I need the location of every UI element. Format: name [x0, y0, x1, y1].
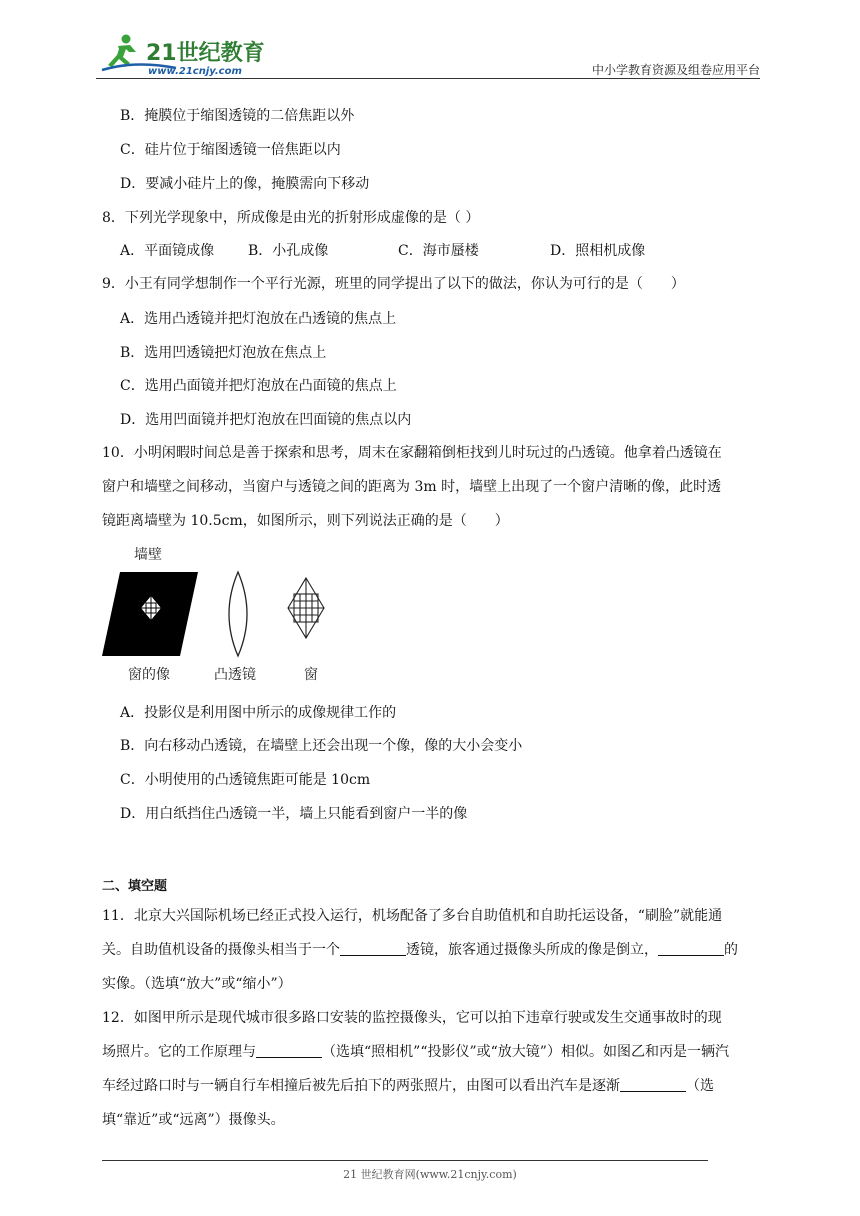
q7-option-c: C．硅片位于缩图透镜一倍焦距以内 [120, 142, 341, 158]
section-title-fill-in: 二、填空题 [102, 879, 168, 894]
page-header [96, 30, 760, 80]
page-footer: 21 世纪教育网(www.21cnjy.com) [343, 1168, 517, 1181]
header-divider [96, 78, 760, 79]
q8-stem: 8．下列光学现象中，所成像是由光的折射形成虚像的是（ ） [102, 210, 480, 226]
q12-line4: 填“靠近”或“远离”）摄像头。 [102, 1112, 285, 1128]
q9-option-b: B．选用凹透镜把灯泡放在焦点上 [120, 345, 327, 361]
q11-line2-part-a: 关。自助值机设备的摄像头相当于一个 [102, 942, 340, 958]
q12-blank-2[interactable] [620, 1077, 686, 1092]
q9-option-c: C．选用凸面镜并把灯泡放在凸面镜的焦点上 [120, 378, 397, 394]
q12-blank-1[interactable] [256, 1043, 322, 1058]
q8-option-a: A．平面镜成像 [120, 243, 215, 259]
q11-line2-part-c: 的 [724, 942, 738, 958]
q11-blank-2[interactable] [658, 941, 724, 956]
q10-stem-line1: 10．小明闲暇时间总是善于探索和思考，周末在家翻箱倒柜找到儿时玩过的凸透镜。他拿着凸透镜在 [102, 445, 722, 461]
q7-option-b: B．掩膜位于缩图透镜的二倍焦距以外 [120, 108, 355, 124]
q12-line3 [102, 1076, 714, 1096]
q9-option-d: D．选用凹面镜并把灯泡放在凹面镜的焦点以内 [120, 412, 412, 428]
q10-option-b: B．向右移动凸透镜，在墙壁上还会出现一个像，像的大小会变小 [120, 738, 523, 754]
q9-option-a: A．选用凸透镜并把灯泡放在凸透镜的焦点上 [120, 311, 397, 327]
q8-option-d: D．照相机成像 [550, 243, 646, 259]
convex-lens-shape [229, 572, 247, 656]
q12-line1: 12．如图甲所示是现代城市很多路口安装的监控摄像头，它可以拍下违章行驶或发生交通事故时的现 [102, 1010, 722, 1026]
site-logo [96, 30, 266, 80]
lens-label: 凸透镜 [214, 667, 256, 683]
q11-line1: 11．北京大兴国际机场已经正式投入运行，机场配备了多台自助值机和自助托运设备，“刷脸”就能通 [102, 908, 723, 924]
q12-line2-part-b: （选填“照相机”“投影仪”或“放大镜”）相似。如图乙和丙是一辆汽 [322, 1044, 729, 1060]
q11-line2 [102, 940, 738, 960]
q11-blank-1[interactable] [340, 941, 406, 956]
logo-url: www.21cnjy.com [148, 66, 242, 77]
q12-line2-part-a: 场照片。它的工作原理与 [102, 1044, 256, 1060]
q12-line2 [102, 1042, 729, 1062]
window-label: 窗 [304, 667, 318, 683]
q10-option-a: A．投影仪是利用图中所示的成像规律工作的 [120, 705, 397, 721]
footer-divider [102, 1160, 708, 1161]
q12-line3-part-b: （选 [686, 1078, 714, 1094]
q11-line2-part-b: 透镜，旅客通过摄像头所成的像是倒立， [406, 942, 658, 958]
logo-text: 21世纪教育 [146, 41, 265, 66]
wall-label: 墙壁 [134, 547, 162, 563]
q7-option-d: D．要减小硅片上的像，掩膜需向下移动 [120, 176, 370, 192]
q12-line3-part-a: 车经过路口时与一辆自行车相撞后被先后拍下的两张照片，由图可以看出汽车是逐渐 [102, 1078, 620, 1094]
header-platform-text: 中小学教育资源及组卷应用平台 [591, 63, 760, 77]
q10-figure [98, 544, 328, 690]
q9-stem: 9．小王有同学想制作一个平行光源，班里的同学提出了以下的做法，你认为可行的是（ ） [102, 276, 685, 292]
window-icon [288, 578, 324, 638]
q10-option-d: D．用白纸挡住凸透镜一半，墙上只能看到窗户一半的像 [120, 806, 468, 822]
q8-option-b: B．小孔成像 [248, 243, 329, 259]
window-image-label: 窗的像 [128, 667, 170, 683]
lens-diagram [98, 570, 328, 660]
q10-stem-line3: 镜距离墙壁为 10.5cm，如图所示，则下列说法正确的是（ ） [102, 513, 509, 529]
q8-option-c: C．海市蜃楼 [398, 243, 479, 259]
q10-option-c: C．小明使用的凸透镜焦距可能是 10cm [120, 772, 371, 788]
q10-stem-line2: 窗户和墙壁之间移动，当窗户与透镜之间的距离为 3m 时，墙壁上出现了一个窗户清晰的像，此时透 [102, 479, 722, 495]
q11-line3: 实像。（选填“放大”或“缩小”） [102, 976, 292, 992]
